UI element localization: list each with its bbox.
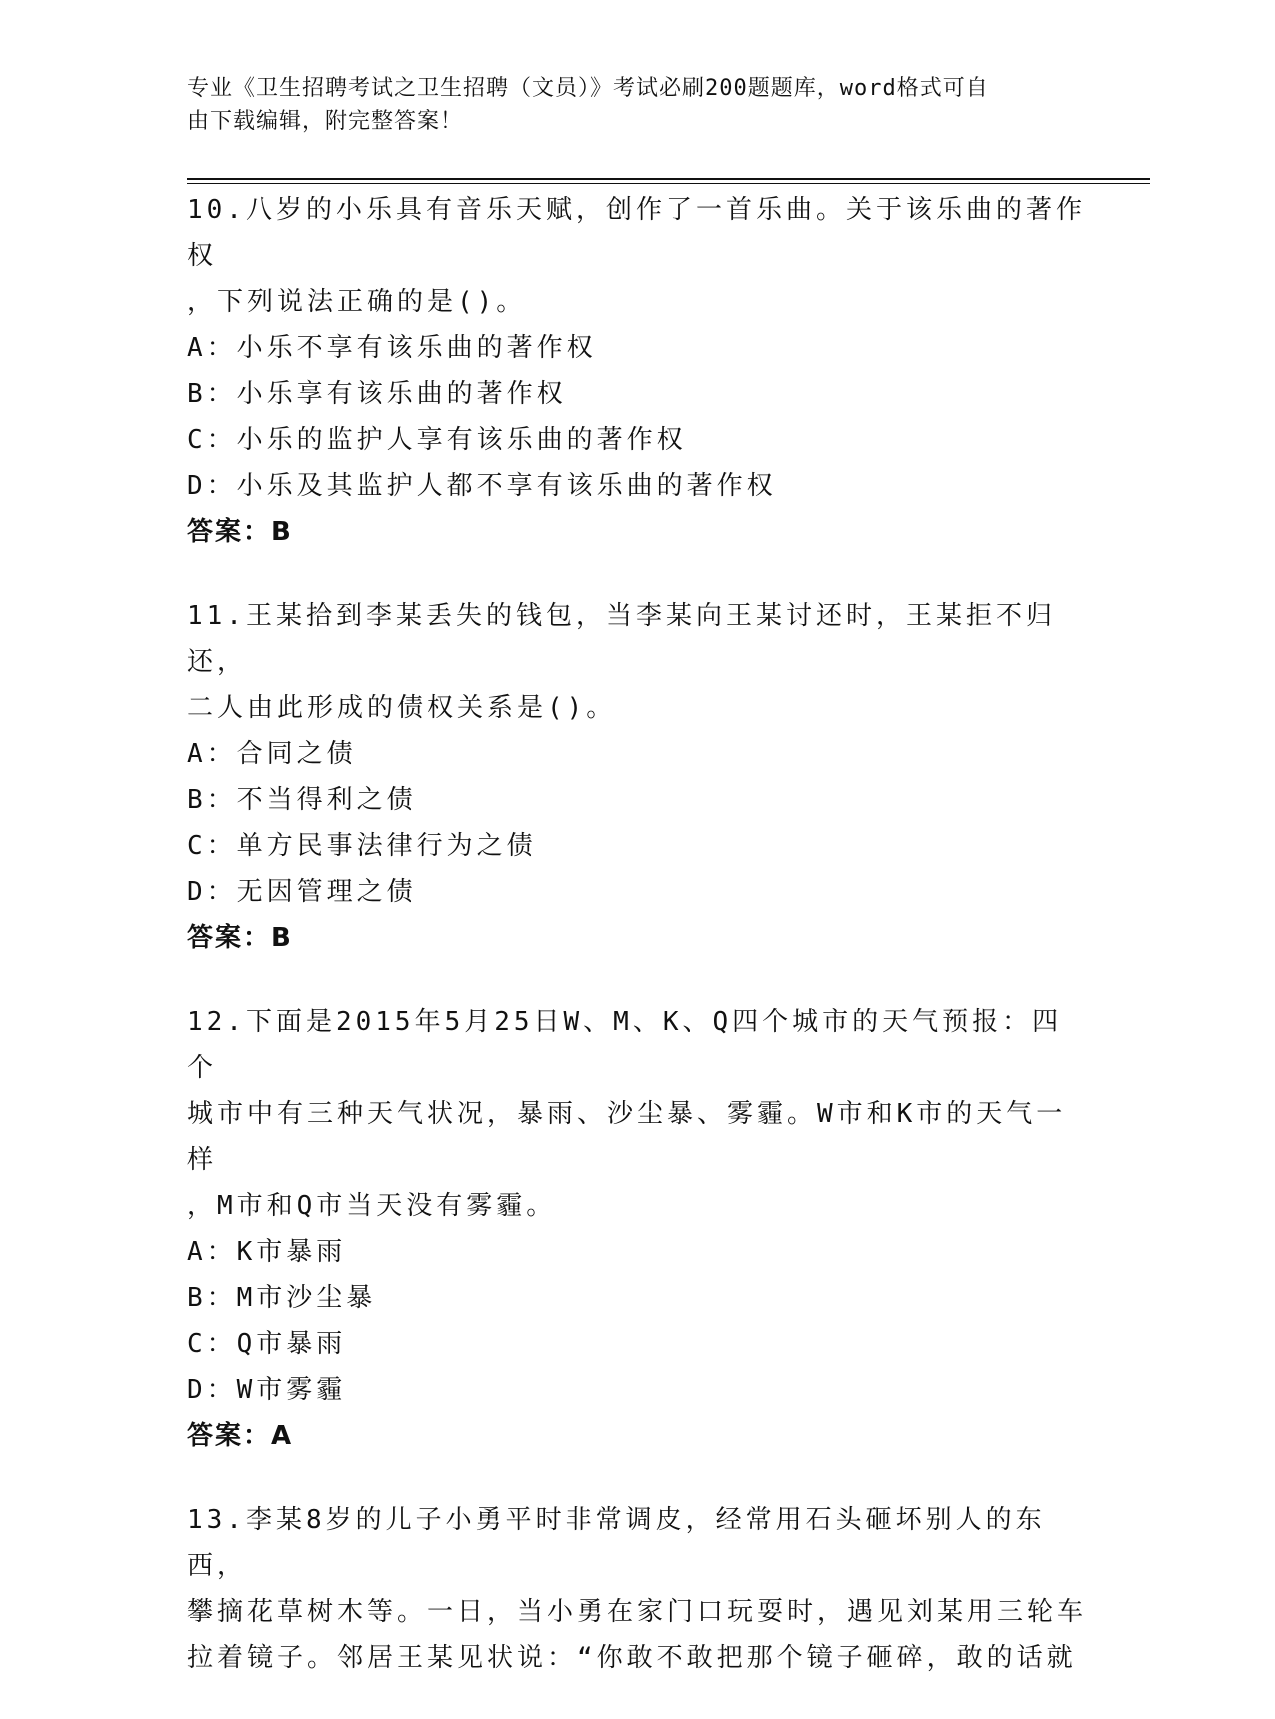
answer-label: 答案：A [187, 1421, 294, 1451]
option-a: A：合同之债 [187, 739, 357, 769]
question-stem-line: 城市中有三种天气状况，暴雨、沙尘暴、雾霾。W市和K市的天气一样 [187, 1099, 1067, 1175]
option-c: C：小乐的监护人享有该乐曲的著作权 [187, 425, 687, 455]
option-d: D：W市雾霾 [187, 1375, 347, 1405]
answer-label: 答案：B [187, 923, 293, 953]
question-13 [187, 1497, 1087, 1681]
option-c: C：Q市暴雨 [187, 1329, 347, 1359]
question-list [187, 187, 1087, 1719]
question-stem-line: 攀摘花草树木等。一日，当小勇在家门口玩耍时，遇见刘某用三轮车 [187, 1597, 1088, 1627]
header-rule-thin [187, 183, 1150, 184]
header-line-2: 由下载编辑，附完整答案！ [187, 109, 464, 134]
option-b: B：小乐享有该乐曲的著作权 [187, 379, 567, 409]
question-stem-line: ，M市和Q市当天没有雾霾。 [187, 1191, 557, 1221]
header-line-1: 专业《卫生招聘考试之卫生招聘（文员）》考试必刷200题题库，word格式可自 [187, 76, 989, 101]
question-stem-line: 12.下面是2015年5月25日W、M、K、Q四个城市的天气预报：四个 [187, 1007, 1063, 1083]
question-stem-line: ，下列说法正确的是()。 [187, 287, 527, 317]
option-a: A：小乐不享有该乐曲的著作权 [187, 333, 597, 363]
question-11 [187, 593, 1087, 961]
option-d: D：无因管理之债 [187, 877, 417, 907]
question-stem-line: 拉着镜子。邻居王某见状说：“你敢不敢把那个镜子砸碎，敢的话就 [187, 1643, 1077, 1673]
question-12 [187, 999, 1087, 1459]
document-header [187, 72, 1067, 138]
question-10 [187, 187, 1087, 555]
question-stem-line: 13.李某8岁的儿子小勇平时非常调皮，经常用石头砸坏别人的东西， [187, 1505, 1046, 1581]
option-b: B：不当得利之债 [187, 785, 417, 815]
question-stem-line: 11.王某拾到李某丢失的钱包，当李某向王某讨还时，王某拒不归还， [187, 601, 1056, 677]
option-c: C：单方民事法律行为之债 [187, 831, 537, 861]
option-b: B：M市沙尘暴 [187, 1283, 377, 1313]
question-stem-line: 10.八岁的小乐具有音乐天赋，创作了一首乐曲。关于该乐曲的著作权 [187, 195, 1086, 271]
answer-label: 答案：B [187, 517, 293, 547]
option-a: A：K市暴雨 [187, 1237, 347, 1267]
question-stem-line: 二人由此形成的债权关系是()。 [187, 693, 617, 723]
header-rule-thick [187, 178, 1150, 180]
option-d: D：小乐及其监护人都不享有该乐曲的著作权 [187, 471, 777, 501]
